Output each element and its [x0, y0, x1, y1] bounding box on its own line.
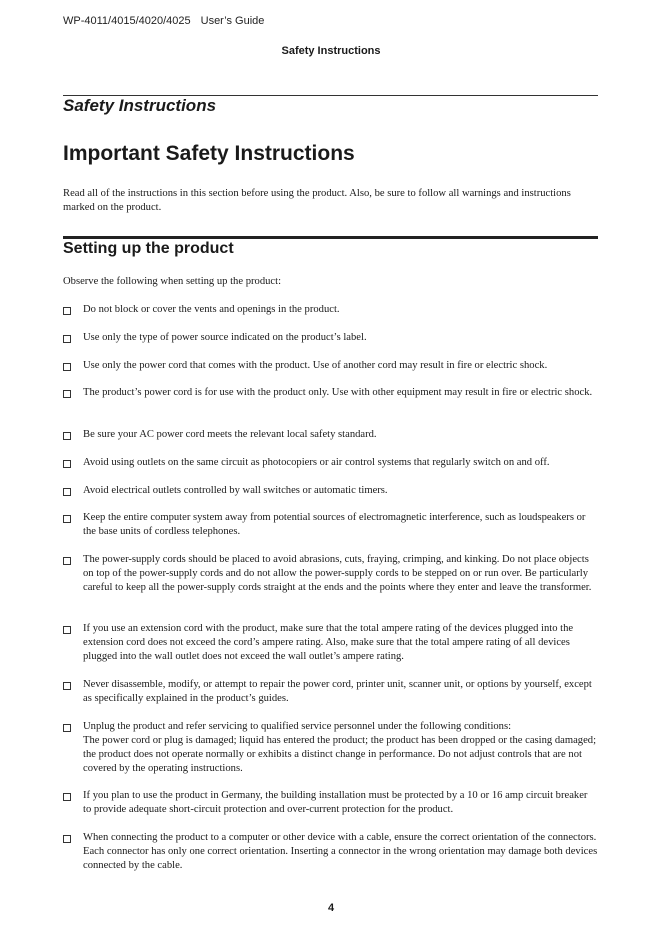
section-heading: Setting up the product	[63, 240, 234, 257]
list-item	[63, 720, 598, 776]
list-item	[63, 386, 598, 400]
list-item	[63, 789, 598, 817]
list-item-text: If you use an extension cord with the product, make sure that the total ampere rating of the devices plugged into the extension cord does not exceed the cord’s ampere rating. Also, make sure that the total ampere rating of all devices plugged into the wall outlet does not exceed the wall outlet’s ampere rating.	[83, 623, 574, 662]
checkbox-bullet-icon	[63, 432, 71, 440]
checkbox-bullet-icon	[63, 682, 71, 690]
checkbox-bullet-icon	[63, 363, 71, 371]
list-item	[63, 511, 598, 539]
running-title: Safety Instructions	[281, 45, 381, 57]
checkbox-bullet-icon	[63, 626, 71, 634]
checkbox-bullet-icon	[63, 335, 71, 343]
checkbox-bullet-icon	[63, 793, 71, 801]
checkbox-bullet-icon	[63, 835, 71, 843]
header-guide: User’s Guide	[200, 15, 265, 27]
list-item-text: The product’s power cord is for use with the product only. Use with other equipment may result in fire or electric shock.	[83, 387, 593, 398]
list-item	[63, 678, 598, 706]
list-item-text: When connecting the product to a computer or other device with a cable, ensure the correct orientation of the connectors. Each connector has only one correct orientation. Inserting a connector in the wrong orientation may damage both devices connected by the cable.	[83, 832, 598, 871]
checkbox-bullet-icon	[63, 557, 71, 565]
list-item-text: Never disassemble, modify, or attempt to repair the power cord, printer unit, scanner unit, or options by yourself, except as specifically explained in the product’s guides.	[83, 679, 592, 704]
list-item	[63, 303, 598, 317]
checkbox-bullet-icon	[63, 460, 71, 468]
list-item-text: Avoid using outlets on the same circuit as photocopiers or air control systems that regularly switch on and off.	[83, 457, 550, 468]
list-item-text: Unplug the product and refer servicing to qualified service personnel under the following conditions: The power cord or plug is damaged; liquid has entered the product; the product has been dropped or the casing damaged; the product does not operate normally or exhibits a distinct change in performance. Do not adjust controls that are not covered by the operating instructions.	[83, 721, 597, 774]
list-item	[63, 428, 598, 442]
list-item-text: Avoid electrical outlets controlled by wall switches or automatic timers.	[83, 485, 388, 496]
page-header	[63, 15, 264, 27]
list-item-text: If you plan to use the product in Germany, the building installation must be protected by a 10 or 16 amp circuit breaker to provide adequate short-circuit protection and over-current protection for the product.	[83, 790, 588, 815]
intro-paragraph: Read all of the instructions in this section before using the product. Also, be sure to follow all warnings and instructions marked on the product.	[63, 188, 571, 213]
list-item-text: Use only the type of power source indicated on the product’s label.	[83, 332, 367, 343]
list-item	[63, 484, 598, 498]
checkbox-bullet-icon	[63, 488, 71, 496]
list-item-text: Do not block or cover the vents and openings in the product.	[83, 304, 340, 315]
list-item	[63, 359, 598, 373]
list-item	[63, 553, 598, 595]
list-item-text: Use only the power cord that comes with the product. Use of another cord may result in fire or electric shock.	[83, 360, 548, 371]
list-item	[63, 622, 598, 664]
checkbox-bullet-icon	[63, 724, 71, 732]
chapter-title: Safety Instructions	[63, 96, 217, 115]
list-item-text: The power-supply cords should be placed to avoid abrasions, cuts, fraying, crimping, and kinking. Do not place objects on top of the power-supply cords and do not allow the power-supply cords to be stepped on or run over. Be particularly careful to keep all the power-supply cords straight at the ends and the points where they enter and leave the transformer.	[83, 554, 592, 593]
list-item	[63, 831, 598, 873]
checkbox-bullet-icon	[63, 390, 71, 398]
section-rule	[63, 236, 598, 239]
list-item-text: Keep the entire computer system away from potential sources of electromagnetic interference, such as loudspeakers or the base units of cordless telephones.	[83, 512, 586, 537]
page-number: 4	[327, 902, 335, 914]
list-item	[63, 456, 598, 470]
list-item	[63, 331, 598, 345]
checkbox-bullet-icon	[63, 515, 71, 523]
list-item-text: Be sure your AC power cord meets the relevant local safety standard.	[83, 429, 377, 440]
section-lead: Observe the following when setting up the product:	[63, 276, 282, 287]
main-heading: Important Safety Instructions	[63, 142, 355, 165]
checkbox-bullet-icon	[63, 307, 71, 315]
header-models: WP-4011/4015/4020/4025	[63, 15, 191, 27]
